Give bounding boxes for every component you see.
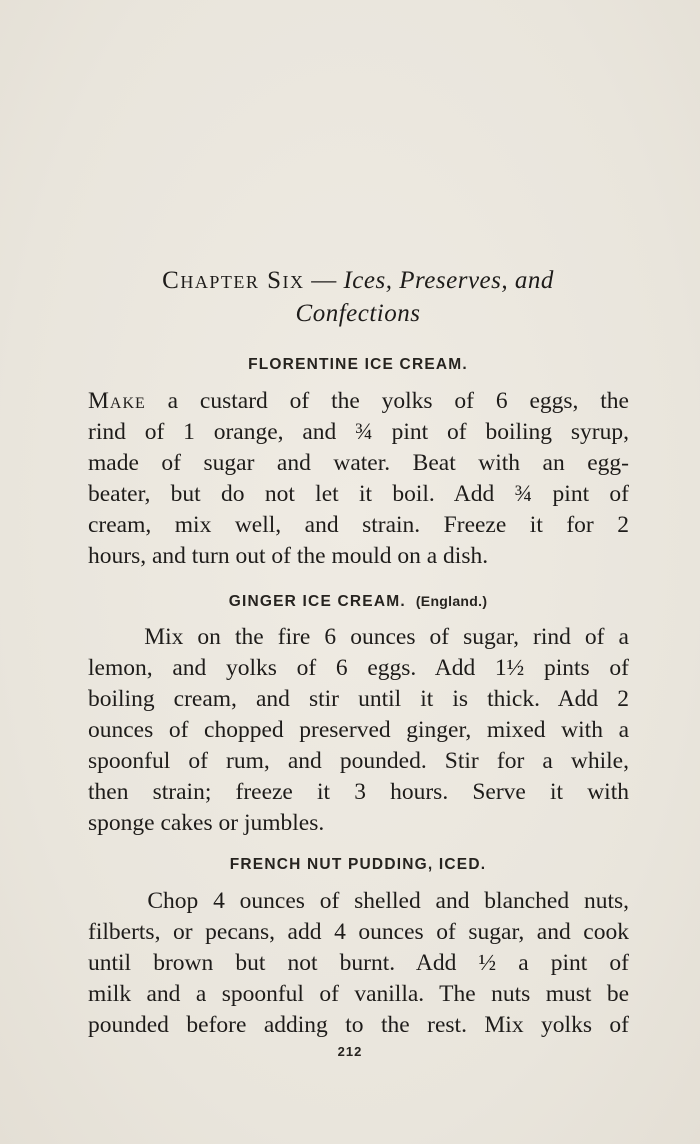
text-line: rind of 1 orange, and ¾ pint of boiling syrup, [88,419,629,445]
recipe-heading-text: GINGER ICE CREAM. [228,593,406,610]
recipe-origin-note: (England.) [415,593,488,609]
recipe-heading-florentine [88,356,628,374]
text-line: made of sugar and water. Beat with an egg- [88,450,629,476]
text-line [88,386,629,417]
text-line: pounded before adding to the rest. Mix yolks of [88,1012,629,1038]
recipe-heading-french-nut [88,856,628,874]
text-line: ounces of chopped preserved ginger, mixed with a [88,717,629,743]
text-line: until brown but not burnt. Add ½ a pint of [88,950,629,976]
chapter-label: Chapter Six [162,267,305,294]
text-line: sponge cakes or jumbles. [88,810,325,836]
chapter-title-line2: Confections [295,300,421,327]
chapter-dash: — [311,267,337,294]
text-line: filberts, or pecans, add 4 ounces of sugar, and cook [88,919,629,945]
text-line: boiling cream, and stir until it is thick. Add 2 [88,686,629,712]
recipe-heading-text: FRENCH NUT PUDDING, ICED. [229,856,487,873]
text-line: milk and a spoonful of vanilla. The nuts must be [88,981,629,1007]
line-text: a custard of the yolks of 6 eggs, the [145,388,629,414]
text-line: Chop 4 ounces of shelled and blanched nuts, [88,888,629,914]
page-number: 212 [337,1044,363,1059]
recipe-body-ginger [88,622,629,839]
drop-word: Make [88,388,146,414]
text-line: beater, but do not let it boil. Add ¾ pint of [88,481,629,507]
chapter-title-line1: Ices, Preserves, and [343,267,554,294]
chapter-title [88,264,628,330]
text-line: Mix on the fire 6 ounces of sugar, rind of a [88,624,629,650]
recipe-body-french-nut [88,886,629,1041]
recipe-heading-ginger [88,593,628,611]
text-line: cream, mix well, and strain. Freeze it for 2 [88,512,629,538]
recipe-body-florentine [88,386,629,572]
text-line: spoonful of rum, and pounded. Stir for a while, [88,748,629,774]
recipe-heading-text: FLORENTINE ICE CREAM. [248,356,468,373]
text-line: lemon, and yolks of 6 eggs. Add 1½ pints of [88,655,629,681]
text-line: hours, and turn out of the mould on a dish. [88,543,489,569]
text-line: then strain; freeze it 3 hours. Serve it with [88,779,629,805]
